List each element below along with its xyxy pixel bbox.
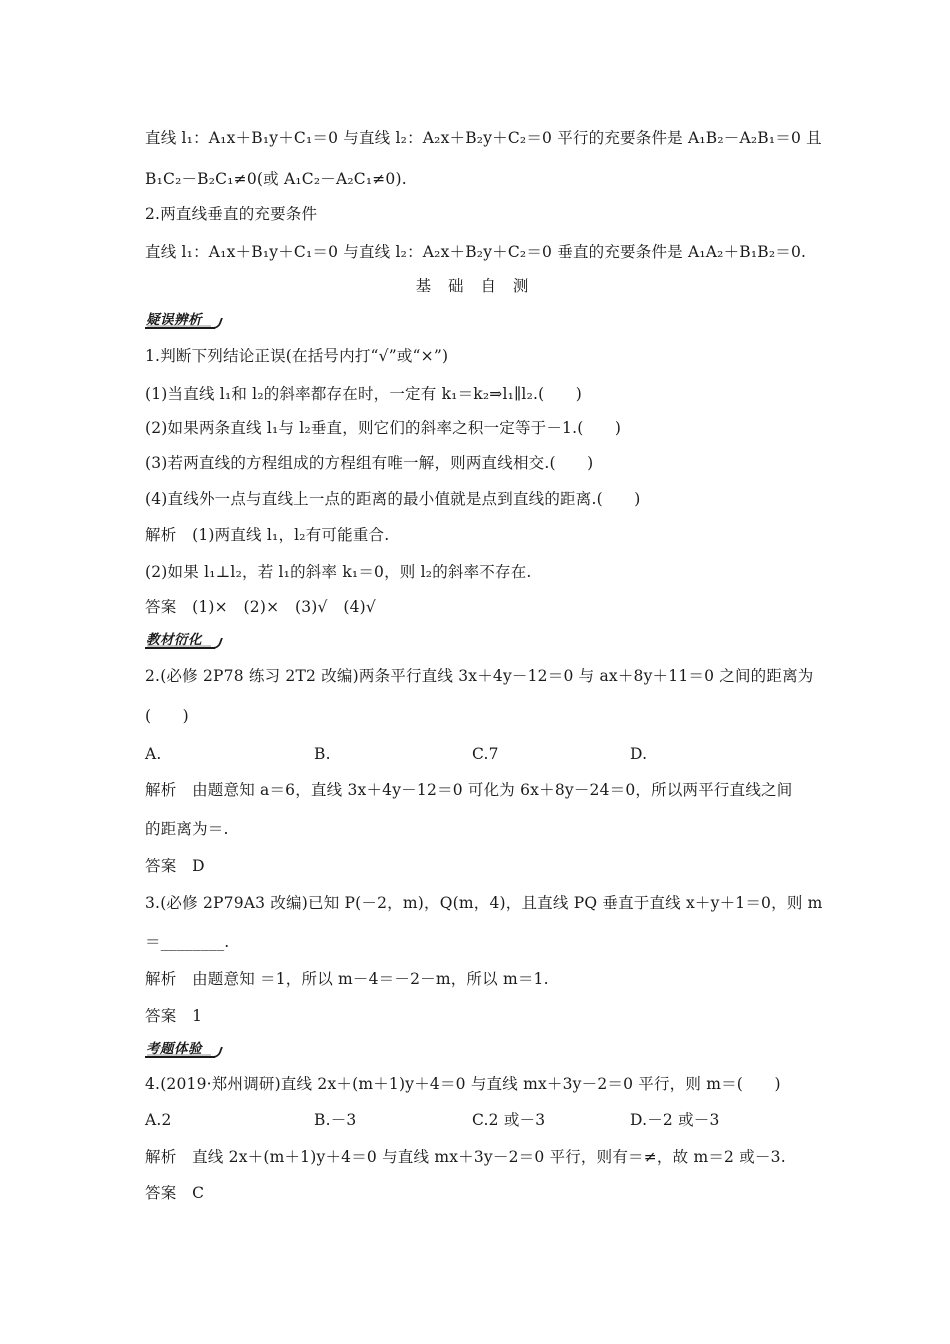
question-4: 4.(2019·郑州调研)直线 2x＋(m＋1)y＋4＝0 与直线 mx＋3y－2＝0 平行，则 m＝( ) [145, 1075, 781, 1093]
question-1-item-1: (1)当直线 l₁和 l₂的斜率都存在时，一定有 k₁＝k₂⇒l₁∥l₂.( ) [145, 385, 583, 403]
question-2-bracket: ( ) [145, 707, 189, 725]
section-tag-misconceptions [145, 309, 202, 331]
question-2-answer: 答案 D [145, 857, 205, 875]
parallel-condition-line: 直线 l₁：A₁x＋B₁y＋C₁＝0 与直线 l₂：A₂x＋B₂y＋C₂＝0 平行的充要条件是 A₁B₂－A₂B₁＝0 且 [145, 129, 822, 147]
question-4-option-a: A.2 [145, 1111, 172, 1129]
question-1-item-3: (3)若两直线的方程组成的方程组有唯一解，则两直线相交.( ) [145, 454, 594, 472]
tag-label: 考题体验 [146, 1041, 202, 1057]
perpendicular-heading: 2.两直线垂直的充要条件 [145, 205, 318, 223]
question-3-blank: ＝________. [145, 933, 230, 951]
section-tag-exam [145, 1038, 202, 1060]
question-2-solution-2: 的距离为＝. [145, 820, 229, 838]
question-1-solution-2: (2)如果 l₁⊥l₂，若 l₁的斜率 k₁＝0，则 l₂的斜率不存在. [145, 563, 532, 581]
tag-label: 疑误辨析 [146, 312, 202, 328]
question-2-option-a: A. [145, 745, 162, 763]
question-4-solution: 解析 直线 2x＋(m＋1)y＋4＝0 与直线 mx＋3y－2＝0 平行，则有＝≠，故 m＝2 或－3. [145, 1148, 786, 1166]
question-4-option-b: B.－3 [314, 1111, 357, 1129]
question-2-option-d: D. [630, 745, 648, 763]
question-2: 2.(必修 2P78 练习 2T2 改编)两条平行直线 3x＋4y－12＝0 与 ax＋8y＋11＝0 之间的距离为 [145, 667, 814, 685]
question-4-option-d: D.－2 或－3 [630, 1111, 720, 1129]
question-3-answer: 答案 1 [145, 1007, 203, 1025]
question-4-option-c: C.2 或－3 [472, 1111, 546, 1129]
section-tag-textbook [145, 629, 202, 651]
question-3-solution: 解析 由题意知 ＝1，所以 m－4＝－2－m，所以 m＝1. [145, 970, 549, 988]
tag-label: 教材衍化 [146, 632, 202, 648]
question-1-solution-1: 解析 (1)两直线 l₁，l₂有可能重合. [145, 526, 390, 544]
tag-hook [211, 638, 223, 649]
tag-hook [211, 1047, 223, 1058]
question-1-answer: 答案 (1)× (2)× (3)√ (4)√ [145, 598, 376, 616]
question-2-option-b: B. [314, 745, 331, 763]
question-3: 3.(必修 2P79A3 改编)已知 P(－2，m)，Q(m，4)，且直线 PQ 垂直于直线 x＋y＋1＝0，则 m [145, 894, 823, 912]
section-title: 基 础 自 测 [415, 277, 535, 295]
tag-hook [211, 318, 223, 329]
question-1-item-4: (4)直线外一点与直线上一点的距离的最小值就是点到直线的距离.( ) [145, 490, 641, 508]
parallel-condition-line-cont: B₁C₂－B₂C₁≠0(或 A₁C₂－A₂C₁≠0). [145, 170, 407, 188]
question-1: 1.判断下列结论正误(在括号内打“√”或“×”) [145, 347, 449, 365]
question-2-solution-1: 解析 由题意知 a＝6，直线 3x＋4y－12＝0 可化为 6x＋8y－24＝0，所以两平行直线之间 [145, 781, 793, 799]
question-1-item-2: (2)如果两条直线 l₁与 l₂垂直，则它们的斜率之积一定等于－1.( ) [145, 419, 622, 437]
question-4-answer: 答案 C [145, 1184, 205, 1202]
question-2-option-c: C.7 [472, 745, 499, 763]
perpendicular-condition-line: 直线 l₁：A₁x＋B₁y＋C₁＝0 与直线 l₂：A₂x＋B₂y＋C₂＝0 垂直的充要条件是 A₁A₂＋B₁B₂＝0. [145, 243, 807, 261]
